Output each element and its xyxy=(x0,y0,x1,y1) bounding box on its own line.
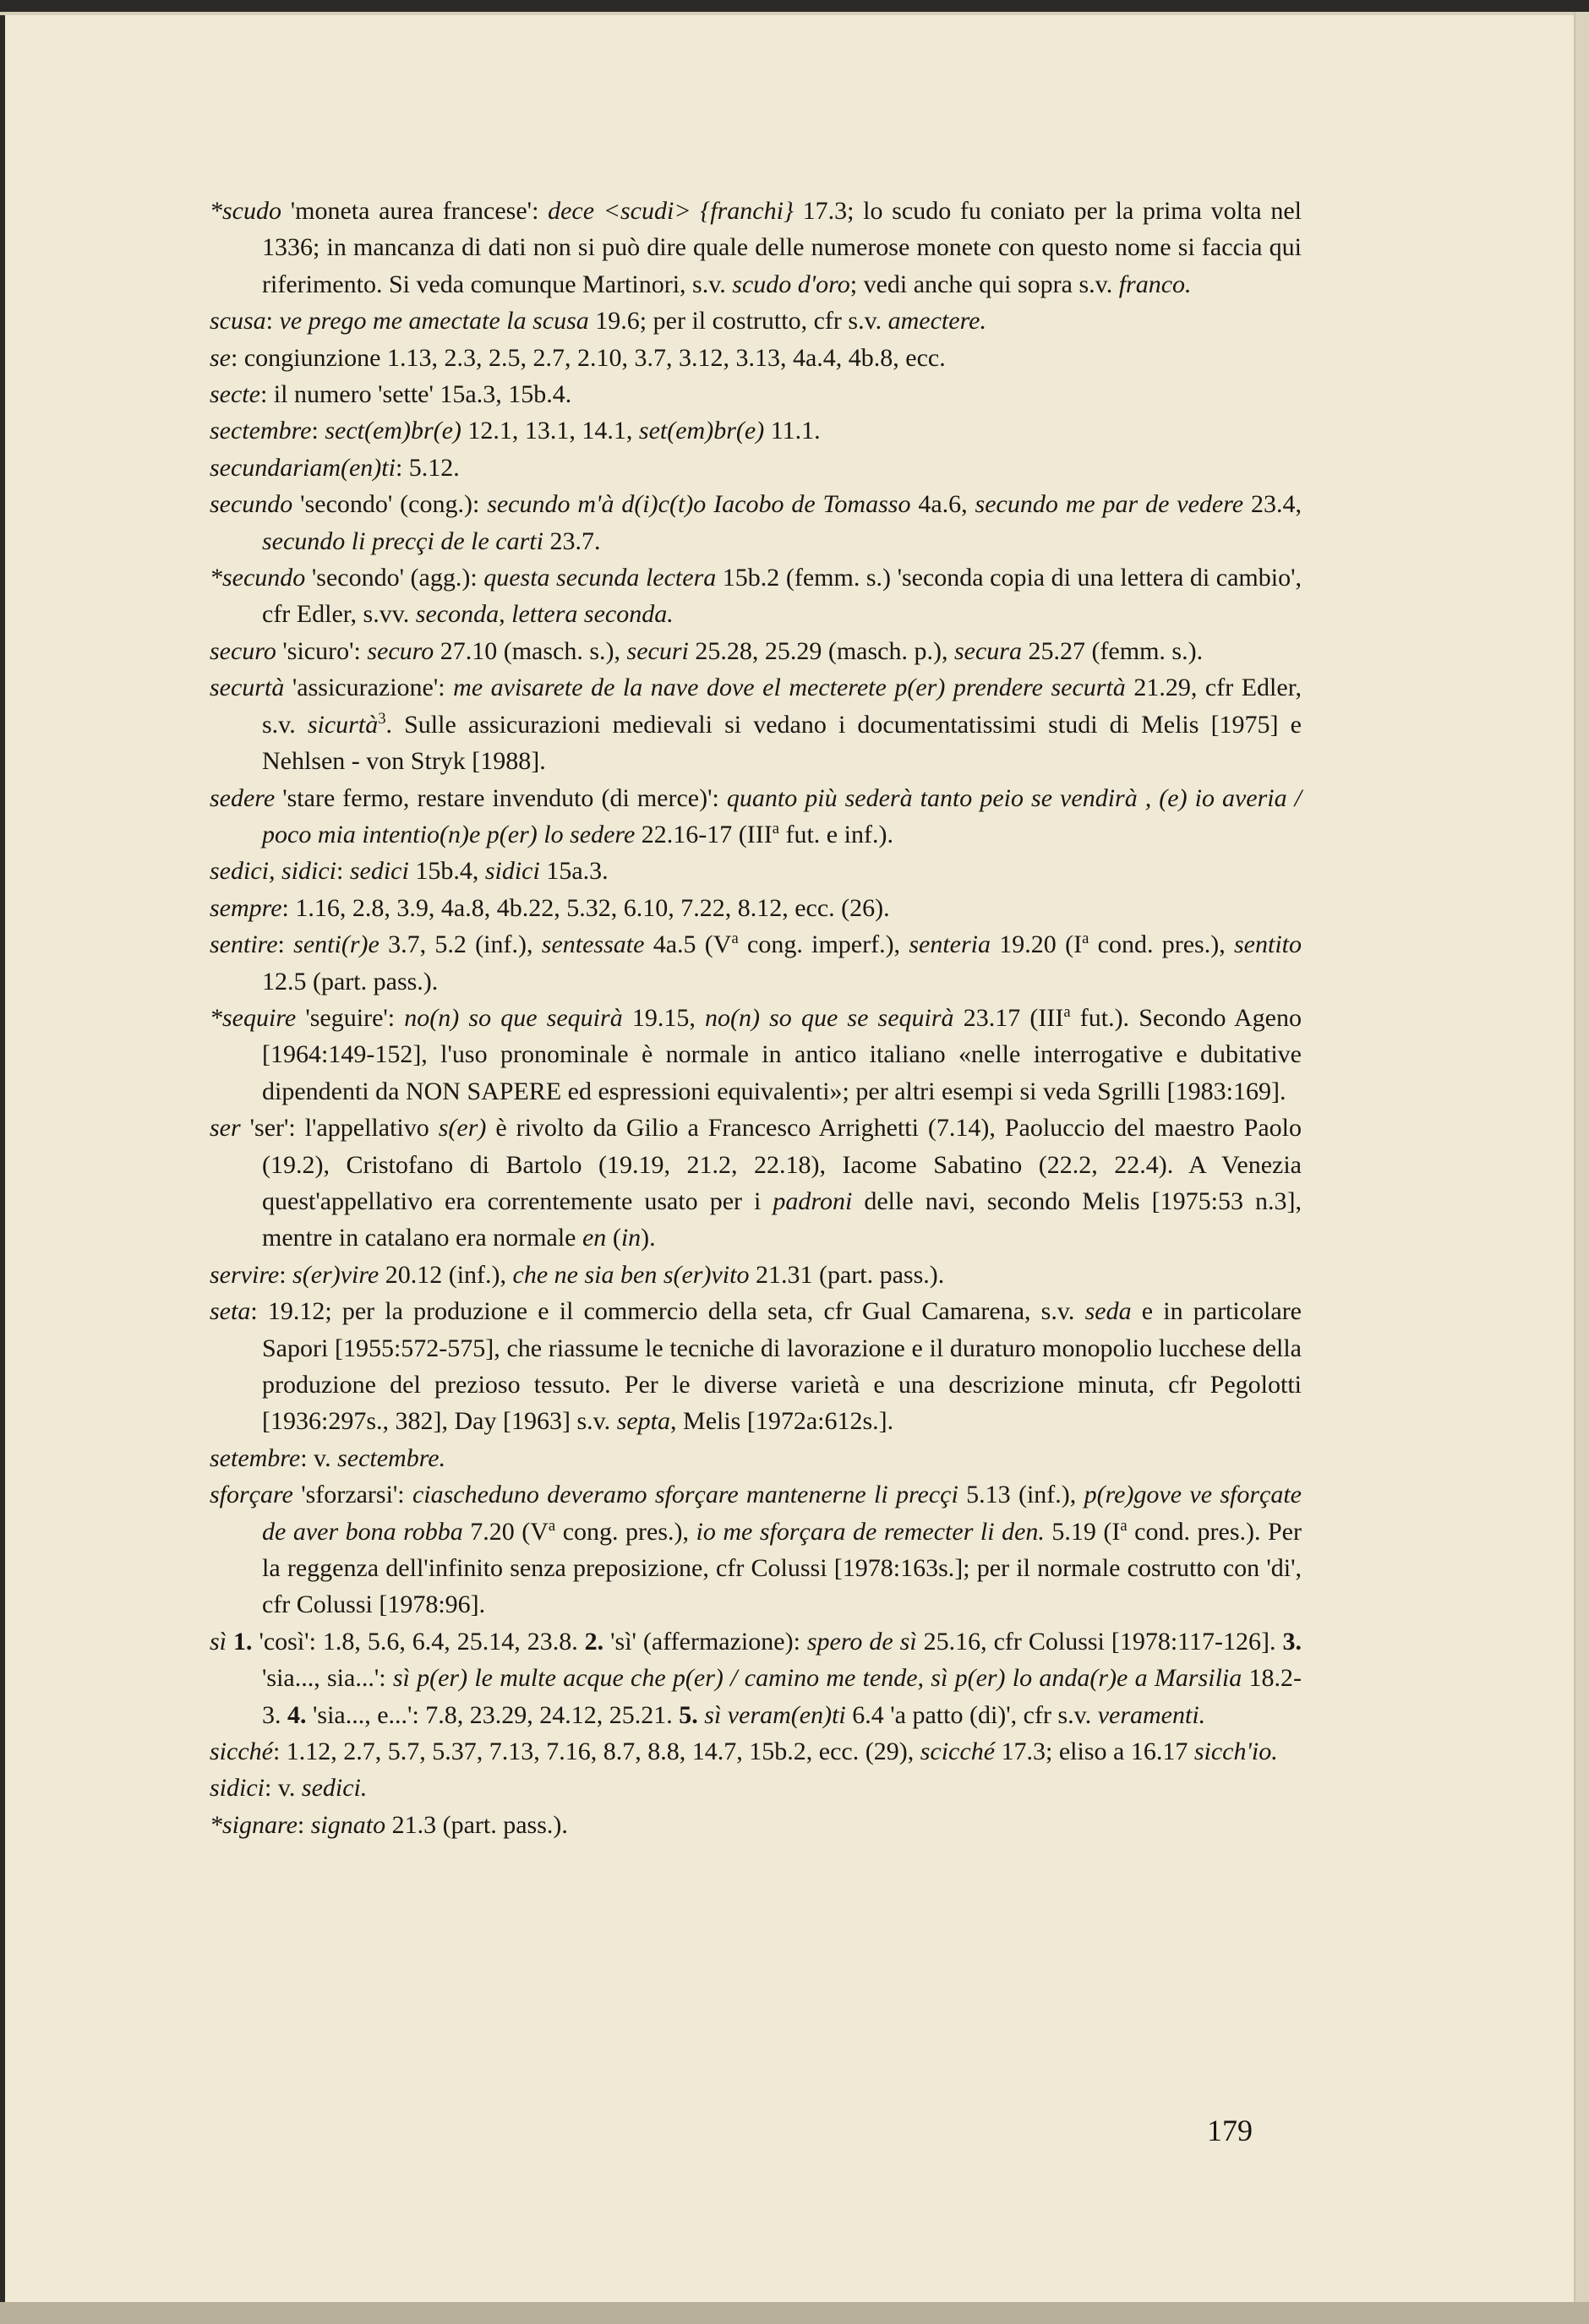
entry-text: 'sicuro': xyxy=(276,636,368,665)
italic-text: s(er) xyxy=(438,1114,487,1143)
glossary-entry xyxy=(210,1770,1302,1806)
italic-text: in xyxy=(620,1224,642,1252)
italic-text: sedici xyxy=(349,857,409,886)
superscript: a xyxy=(1063,1002,1071,1021)
entry-text: è rivolto da Gilio a Francesco Arrighetti (7.14), Paoluccio del maestro Paolo (19.2), Cristofano di Bartolo (19.19, 21.2, 22.18), Iacome Sabatino (22.2, 22.4). A Venezia quest'appellativo era correntemente usato per i xyxy=(262,1114,1302,1215)
glossary-entry xyxy=(210,853,1302,889)
scan-edge-bottom xyxy=(0,2302,1589,2324)
superscript: a xyxy=(772,819,779,837)
glossary-entry xyxy=(210,1110,1302,1257)
entry-text: : 1.12, 2.7, 5.7, 5.37, 7.13, 7.16, 8.7, 8.8, 14.7, 15b.2, ecc. (29), xyxy=(272,1738,920,1766)
entry-text: 'sia..., e...': 7.8, 23.29, 24.12, 25.21. xyxy=(306,1700,680,1729)
italic-text: dece <scudi> {franchi} xyxy=(548,197,794,225)
entry-text: 'moneta aurea francese': xyxy=(281,197,549,225)
italic-text: sect(em)br(e) xyxy=(325,417,461,445)
glossary-entry xyxy=(210,780,1302,854)
italic-text: quanto più sederà tanto peio se vendirà , (e) io averia / poco mia intentio(n)e p(er) lo sedere xyxy=(262,783,1302,848)
italic-text: senteria xyxy=(909,930,991,959)
italic-text: io me sforçara de remecter li den. xyxy=(696,1517,1045,1546)
superscript: a xyxy=(548,1516,556,1535)
superscript: a xyxy=(1120,1516,1128,1535)
entry-text: 5.19 (I xyxy=(1044,1517,1121,1546)
entry-text: 17.3; eliso a 16.17 xyxy=(995,1738,1194,1766)
entry-text: : xyxy=(336,857,350,886)
glossary-entry xyxy=(210,633,1302,669)
entry-text: ( xyxy=(606,1224,621,1252)
entry-text: 'così': 1.8, 5.6, 6.4, 25.14, 23.8. xyxy=(252,1627,585,1656)
entry-text: : v. xyxy=(265,1774,302,1803)
entry-text: : 5.12. xyxy=(395,453,460,482)
entry-text: 12.1, 13.1, 14.1, xyxy=(461,417,639,445)
italic-text: seconda, lettera seconda. xyxy=(415,600,674,629)
italic-text: franco. xyxy=(1118,270,1192,298)
glossary-entry xyxy=(210,486,1302,559)
entry-text: 21.3 (part. pass.). xyxy=(385,1810,568,1839)
italic-text: seda xyxy=(1084,1297,1132,1326)
entry-headword: *sequire xyxy=(210,1003,297,1032)
entry-headword: *scudo xyxy=(210,197,281,225)
italic-text: set(em)br(e) xyxy=(638,417,765,445)
entry-headword: sforçare xyxy=(210,1481,293,1509)
entry-text: ; vedi anche qui sopra s.v. xyxy=(849,270,1119,298)
entry-text: : v. xyxy=(300,1443,338,1472)
glossary-entry xyxy=(210,669,1302,779)
entry-text xyxy=(227,1628,233,1656)
italic-text: scudo d'oro xyxy=(732,270,850,298)
italic-text: padroni xyxy=(773,1187,853,1215)
entry-text: 20.12 (inf.), xyxy=(379,1260,513,1289)
entry-text: cong. pres.), xyxy=(555,1517,696,1546)
entry-text: 18.2-3. xyxy=(262,1664,1302,1729)
italic-text: securo xyxy=(367,636,434,665)
entry-text: : 19.12; per la produzione e il commercio della seta, cfr Gual Camarena, s.v. xyxy=(250,1297,1085,1326)
glossary-entry xyxy=(210,1257,1302,1293)
entry-text: 21.31 (part. pass.). xyxy=(749,1260,945,1289)
page-fore-edge xyxy=(1574,12,1589,2324)
italic-text: amectere. xyxy=(887,307,986,336)
italic-text: no(n) so que se sequirà xyxy=(705,1003,954,1032)
sense-number: 4. xyxy=(287,1700,307,1729)
glossary-entry xyxy=(210,376,1302,412)
glossary-entry xyxy=(210,559,1302,633)
entry-text: 'sia..., sia...': xyxy=(262,1664,393,1693)
entry-headword: secundo xyxy=(210,490,293,519)
entry-headword: *signare xyxy=(210,1810,298,1839)
glossary-entry xyxy=(210,1476,1302,1623)
entry-text: : xyxy=(265,307,280,336)
italic-text: no(n) so que sequirà xyxy=(404,1003,623,1032)
glossary-entry xyxy=(210,1440,1302,1476)
entry-text: 15b.2 (femm. s.) 'seconda copia di una lettera di cambio', cfr Edler, s.vv. xyxy=(262,564,1302,629)
entry-text: delle navi, secondo Melis [1975:53 n.3], mentre in catalano era normale xyxy=(262,1187,1302,1252)
italic-text: p(re)gove ve sforçate de aver bona robba xyxy=(262,1481,1302,1546)
glossary-entry xyxy=(210,193,1302,303)
entry-text: . Sulle assicurazioni medievali si vedano i documentatissimi studi di Melis [1975] e Nehlsen - von Stryk [1988]. xyxy=(262,710,1302,776)
scan-edge-left xyxy=(0,0,5,2324)
italic-text: secundo m'à d(i)c(t)o Iacobo de Tomasso xyxy=(487,490,911,519)
italic-text: sentessate xyxy=(541,930,645,959)
italic-text: ciascheduno deveramo sforçare mantenerne li precçi xyxy=(412,1481,958,1509)
entry-text: 25.28, 25.29 (masch. p.), xyxy=(688,636,954,665)
entry-text: 23.7. xyxy=(543,526,601,555)
page-top-border xyxy=(0,12,1589,15)
entry-headword: securtà xyxy=(210,674,285,702)
italic-text: septa xyxy=(616,1407,671,1436)
entry-text: 7.20 (V xyxy=(462,1517,549,1546)
entry-text: : xyxy=(311,417,325,445)
italic-text: sidici xyxy=(484,857,540,886)
italic-text: sectembre. xyxy=(337,1443,446,1472)
italic-text: sì p(er) le multe acque che p(er) / camino me tende, sì p(er) lo anda(r)e a Marsilia xyxy=(392,1664,1242,1693)
entry-text: 'sì' (affermazione): xyxy=(603,1627,807,1656)
entry-text: 19.20 (I xyxy=(991,930,1083,959)
glossary-entry xyxy=(210,1733,1302,1770)
italic-text: questa secunda lectera xyxy=(483,564,717,592)
entry-text: 'seguire': xyxy=(296,1003,405,1032)
italic-text: sicurtà xyxy=(307,710,379,739)
entry-text: 4a.5 (V xyxy=(644,930,732,959)
entry-text: 21.29, cfr Edler, s.v. xyxy=(262,674,1302,739)
glossary-entries xyxy=(210,193,1302,1843)
entry-headword: setembre xyxy=(210,1443,301,1472)
entry-text: : xyxy=(277,930,294,959)
entry-text: : xyxy=(279,1260,293,1289)
italic-text: spero de sì xyxy=(806,1627,917,1656)
italic-text: s(er)vire xyxy=(292,1260,380,1289)
entry-text: 23.17 (III xyxy=(953,1003,1064,1032)
entry-text: 27.10 (masch. s.), xyxy=(434,636,627,665)
glossary-entry xyxy=(210,450,1302,486)
entry-text: 5.13 (inf.), xyxy=(958,1481,1084,1509)
sense-number: 2. xyxy=(584,1627,604,1656)
italic-text: sicch'io. xyxy=(1193,1738,1278,1766)
glossary-entry xyxy=(210,926,1302,1000)
italic-text: en xyxy=(582,1224,607,1252)
glossary-entry xyxy=(210,1000,1302,1110)
glossary-entry xyxy=(210,890,1302,926)
entry-headword: scusa xyxy=(210,307,266,336)
sense-number: 1. xyxy=(232,1627,253,1656)
entry-text: 19.15, xyxy=(622,1003,705,1032)
entry-headword: secte xyxy=(210,380,260,409)
entry-headword: sectembre xyxy=(210,417,312,445)
entry-headword: *secundo xyxy=(210,564,306,592)
entry-text: 15a.3. xyxy=(539,857,609,886)
page-number: 179 xyxy=(1207,2114,1253,2147)
glossary-entry xyxy=(210,303,1302,339)
entry-text: cond. pres.). Per la reggenza dell'infinito senza preposizione, cfr Colussi [1978:163s.]; per il normale costrutto con 'di', cfr Colussi [1978:96]. xyxy=(262,1517,1302,1619)
italic-text: che ne sia ben s(er)vito xyxy=(512,1260,750,1289)
entry-text: e in particolare Sapori [1955:572-575], che riassume le tecniche di lavorazione e il duraturo monopolio lucchese della produzione del prezioso tessuto. Per le diverse varietà e una descrizione minuta, cfr Pegolotti [1936:297s., 382], Day [1963] s.v. xyxy=(262,1297,1302,1436)
entry-text: cond. pres.), xyxy=(1089,930,1234,959)
entry-text: 'stare fermo, restare invenduto (di merce)': xyxy=(275,783,727,812)
entry-headword: seta xyxy=(210,1297,251,1326)
entry-text: 25.16, cfr Colussi [1978:117-126]. xyxy=(916,1627,1283,1656)
entry-headword: sedere xyxy=(210,783,276,812)
entry-headword: se xyxy=(210,343,231,372)
entry-text: 3.7, 5.2 (inf.), xyxy=(379,930,542,959)
sense-number: 3. xyxy=(1282,1627,1302,1656)
entry-text: ). xyxy=(641,1224,656,1252)
entry-text: 6.4 'a patto (di)', cfr s.v. xyxy=(845,1700,1098,1729)
superscript: a xyxy=(731,930,739,948)
italic-text: securi xyxy=(626,636,689,665)
italic-text: secundo me par de vedere xyxy=(975,490,1244,519)
italic-text: sentito xyxy=(1234,930,1302,959)
entry-headword: sentire xyxy=(210,930,278,959)
italic-text: secundo li precçi de le carti xyxy=(262,526,543,555)
entry-text: fut.). Secondo Ageno [1964:149-152], l'uso pronominale è normale in antico italiano «nelle interrogative e dubitative dipendenti da NON SAPERE ed espressioni equivalenti»; per altri esempi si veda Sgrilli [1983:169]. xyxy=(262,1003,1302,1105)
glossary-entry xyxy=(210,1623,1302,1733)
glossary-entry xyxy=(210,340,1302,376)
italic-text: me avisarete de la nave dove el mecterete p(er) prendere securtà xyxy=(453,674,1126,702)
entry-text: 23.4, xyxy=(1243,490,1302,519)
glossary-entry xyxy=(210,1807,1302,1843)
entry-text: 4a.6, xyxy=(910,490,975,519)
glossary-entry xyxy=(210,412,1302,449)
italic-text: scicché xyxy=(920,1738,996,1766)
entry-text: 'ser': l'appellativo xyxy=(240,1114,439,1143)
entry-text: , Melis [1972a:612s.]. xyxy=(670,1407,894,1436)
entry-headword: securo xyxy=(210,636,276,665)
entry-headword: sicché xyxy=(210,1738,273,1766)
entry-headword: ser xyxy=(210,1114,241,1143)
entry-headword: sidici xyxy=(210,1774,265,1803)
scan-edge-top xyxy=(0,0,1589,12)
sense-number: 5. xyxy=(679,1700,698,1729)
entry-text: 11.1. xyxy=(764,417,821,445)
entry-text: cong. imperf.), xyxy=(738,930,909,959)
entry-headword: secundariam(en)ti xyxy=(210,453,396,482)
glossary-entry xyxy=(210,1293,1302,1440)
entry-text: 'sforzarsi': xyxy=(292,1481,412,1509)
italic-text: veramenti. xyxy=(1097,1700,1206,1729)
entry-text: 17.3; lo scudo fu coniato per la prima volta nel 1336; in mancanza di dati non si può dire quale delle numerose monete con questo nome si faccia qui riferimento. Si veda comunque Martinori, s.v. xyxy=(262,197,1302,298)
entry-text: : xyxy=(297,1810,311,1839)
entry-text: 25.27 (femm. s.). xyxy=(1021,636,1204,665)
entry-text: : il numero 'sette' 15a.3, 15b.4. xyxy=(259,380,572,409)
entry-text: 'secondo' (agg.): xyxy=(305,564,484,592)
italic-text: signato xyxy=(310,1810,386,1839)
superscript: a xyxy=(1082,930,1089,948)
superscript: 3 xyxy=(378,709,386,728)
entry-text: : congiunzione 1.13, 2.3, 2.5, 2.7, 2.10, 3.7, 3.12, 3.13, 4a.4, 4b.8, ecc. xyxy=(231,343,946,372)
entry-headword: sedici, sidici xyxy=(210,857,336,886)
entry-text: fut. e inf.). xyxy=(778,820,893,848)
italic-text: senti(r)e xyxy=(293,930,380,959)
italic-text: sedici. xyxy=(301,1774,368,1803)
entry-text: 22.16-17 (III xyxy=(635,820,773,848)
entry-headword: sempre xyxy=(210,893,282,922)
entry-text: 15b.4, xyxy=(408,857,485,886)
entry-headword: servire xyxy=(210,1260,280,1289)
entry-text: 'secondo' (cong.): xyxy=(292,490,488,519)
entry-text: : 1.16, 2.8, 3.9, 4a.8, 4b.22, 5.32, 6.10, 7.22, 8.12, ecc. (26). xyxy=(281,893,890,922)
entry-headword: sì xyxy=(210,1627,227,1656)
entry-text: 12.5 (part. pass.). xyxy=(262,967,439,996)
entry-text: 'assicurazione': xyxy=(284,674,454,702)
italic-text: sì veram(en)ti xyxy=(704,1700,846,1729)
italic-text: ve prego me amectate la scusa xyxy=(279,307,589,336)
italic-text: secura xyxy=(953,636,1022,665)
entry-text: 19.6; per il costrutto, cfr s.v. xyxy=(588,307,888,336)
